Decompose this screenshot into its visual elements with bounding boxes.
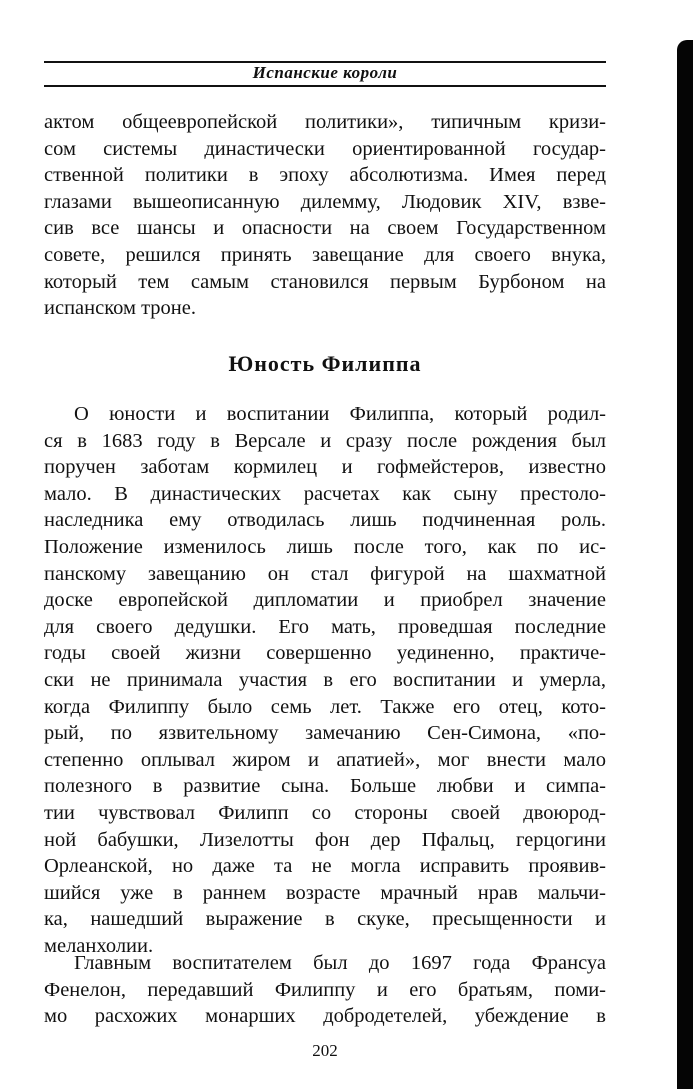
- text-line: ся в 1683 году в Версале и сразу после рождения был: [44, 429, 606, 452]
- second-paragraph: [44, 950, 606, 1030]
- text-line: который тем самым становился первым Бурбоном на: [44, 270, 606, 293]
- text-line: ка, нашедший выражение в скуке, пресыщенности и: [44, 908, 606, 931]
- text-line: ски не принимала участия в его воспитании и умерла,: [44, 668, 606, 691]
- text-line: ственной политики в эпоху абсолютизма. Имея перед: [44, 164, 606, 187]
- running-header: [44, 58, 606, 88]
- text-line: степенно оплывал жиром и апатией», мог внести мало: [44, 748, 606, 771]
- text-line: Главным воспитателем был до 1697 года Франсуа: [74, 952, 606, 974]
- text-line: наследника ему отводилась лишь подчиненная роль.: [44, 509, 606, 532]
- text-line: мо расхожих монарших добродетелей, убеждение в: [44, 1005, 606, 1028]
- text-line: шийся уже в раннем возрасте мрачный нрав мальчи-: [44, 881, 606, 904]
- page-number: 202: [312, 1041, 338, 1060]
- text-line: панскому завещанию он стал фигурой на шахматной: [44, 562, 606, 585]
- section-heading: Юность Филиппа: [228, 351, 422, 376]
- text-line: когда Филиппу было семь лет. Также его отец, кото-: [44, 695, 606, 718]
- binding-shadow: [677, 40, 693, 1089]
- text-line: О юности и воспитании Филиппа, который родил-: [74, 403, 606, 425]
- text-line: для своего дедушки. Его мать, проведшая последние: [44, 615, 606, 638]
- text-line: актом общеевропейской политики», типичным кризи-: [44, 111, 606, 133]
- text-line: тии чувствовал Филипп со стороны своей двоюрод-: [44, 801, 606, 824]
- text-line: ной бабушки, Лизелотты фон дер Пфальц, герцогини: [44, 828, 606, 851]
- body-paragraph: [44, 401, 606, 959]
- text-line: меланхолии.: [44, 934, 154, 957]
- text-line: годы своей жизни совершенно уединенно, практиче-: [44, 642, 606, 665]
- text-line: совете, решился принять завещание для своего внука,: [44, 243, 606, 266]
- text-line: доске европейской дипломатии и приобрел значение: [44, 589, 606, 612]
- header-rule-bottom: [44, 85, 606, 87]
- text-line: Положение изменилось лишь после того, как по ис-: [44, 535, 606, 558]
- text-line: поручен заботам кормилец и гофмейстеров, известно: [44, 456, 606, 479]
- text-line: рый, по язвительному замечанию Сен-Симона, «по-: [44, 722, 606, 745]
- text-line: сом системы династически ориентированной государ-: [44, 137, 606, 160]
- intro-paragraph: [44, 109, 606, 322]
- text-line: испанском троне.: [44, 297, 196, 320]
- running-title: Испанские короли: [252, 63, 398, 82]
- text-line: полезного в развитие сына. Больше любви и симпа-: [44, 775, 606, 798]
- text-line: мало. В династических расчетах как сыну престоло-: [44, 482, 606, 505]
- text-line: Орлеанской, но даже та не могла исправить проявив-: [44, 855, 606, 878]
- text-line: Фенелон, передавший Филиппу и его братьям, поми-: [44, 978, 606, 1001]
- text-line: глазами вышеописанную дилемму, Людовик XIV, взве-: [44, 190, 606, 213]
- text-line: сив все шансы и опасности на своем Государственном: [44, 217, 606, 240]
